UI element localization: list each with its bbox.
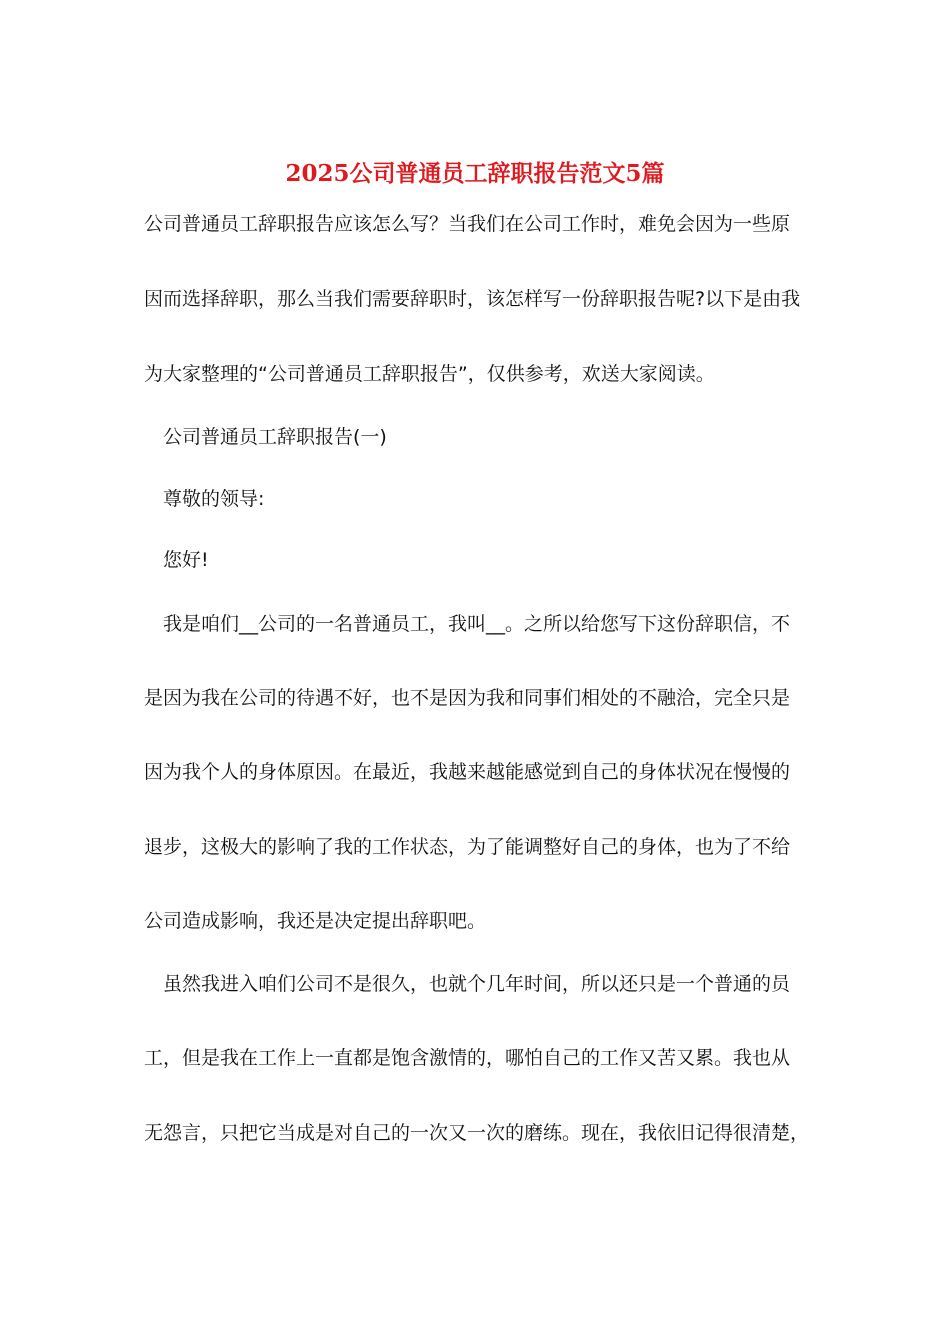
intro-line-3: 为大家整理的“公司普通员工辞职报告”，仅供参考，欢送大家阅读。 (144, 363, 715, 385)
paragraph-2-line-3: 无怨言，只把它当成是对自己的一次又一次的磨练。现在，我依旧记得很清楚， (144, 1122, 810, 1144)
paragraph-1-line-2: 是因为我在公司的待遇不好，也不是因为我和同事们相处的不融洽，完全只是 (144, 687, 791, 709)
paragraph-1-line-3: 因为我个人的身体原因。在最近，我越来越能感觉到自己的身体状况在慢慢的 (144, 761, 791, 783)
document-title: 2025公司普通员工辞职报告范文5篇 (285, 160, 665, 187)
paragraph-1-line-1: 我是咱们__公司的一名普通员工，我叫__。之所以给您写下这份辞职信，不 (163, 613, 791, 635)
intro-line-2: 因而选择辞职，那么当我们需要辞职时，该怎样写一份辞职报告呢?以下是由我 (144, 288, 801, 310)
paragraph-2-line-1: 虽然我进入咱们公司不是很久，也就个几年时间，所以还只是一个普通的员 (163, 973, 791, 995)
paragraph-1-line-5: 公司造成影响，我还是决定提出辞职吧。 (144, 910, 487, 932)
greeting: 您好! (163, 549, 209, 571)
intro-line-1: 公司普通员工辞职报告应该怎么写？当我们在公司工作时，难免会因为一些原 (144, 213, 791, 235)
paragraph-2-line-2: 工，但是我在工作上一直都是饱含激情的，哪怕自己的工作又苦又累。我也从 (144, 1047, 791, 1069)
section-heading: 公司普通员工辞职报告(一) (163, 426, 387, 448)
paragraph-1-line-4: 退步，这极大的影响了我的工作状态，为了能调整好自己的身体，也为了不给 (144, 836, 791, 858)
salutation: 尊敬的领导: (163, 488, 265, 510)
